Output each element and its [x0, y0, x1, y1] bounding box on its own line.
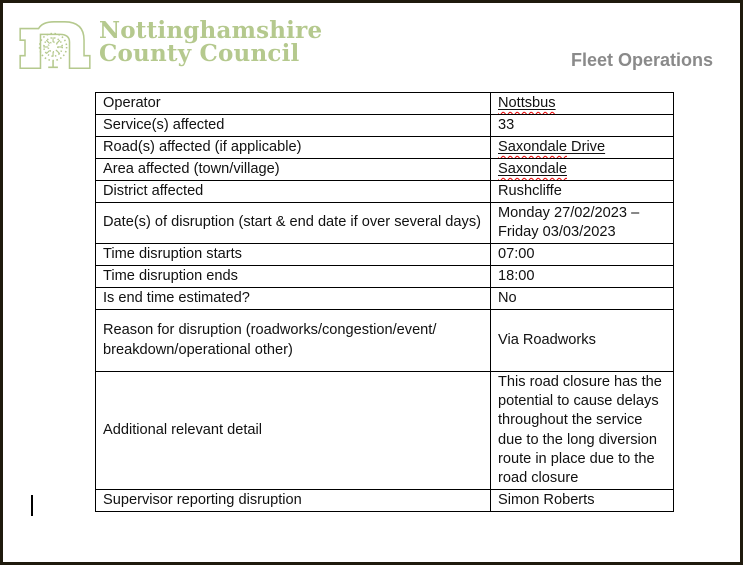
- row-label[interactable]: Time disruption starts: [96, 244, 491, 266]
- value-text: [498, 95, 556, 111]
- value-text: Via Roadworks: [498, 331, 596, 348]
- value-text: [498, 161, 567, 177]
- table-row: [96, 310, 674, 372]
- row-value[interactable]: [491, 181, 674, 203]
- row-label[interactable]: Service(s) affected: [96, 115, 491, 137]
- row-value[interactable]: [491, 203, 674, 244]
- row-label[interactable]: Is end time estimated?: [96, 288, 491, 310]
- table-row: [96, 181, 674, 203]
- misspelled-text: Saxondale: [498, 138, 567, 155]
- value-text: No: [498, 289, 517, 306]
- value-text: Rushcliffe: [498, 182, 562, 199]
- row-label[interactable]: Supervisor reporting disruption: [96, 490, 491, 512]
- council-name: [99, 19, 322, 65]
- table-row: [96, 159, 674, 181]
- value-text: Monday 27/02/2023 – Friday 03/03/2023: [498, 204, 640, 240]
- row-value[interactable]: [491, 137, 674, 159]
- row-label[interactable]: Reason for disruption (roadworks/congestion/event/ breakdown/operational other): [96, 310, 491, 372]
- table-row: [96, 137, 674, 159]
- table-row: [96, 372, 674, 490]
- disruption-table: [95, 92, 674, 512]
- table-row: [96, 490, 674, 512]
- row-label[interactable]: District affected: [96, 181, 491, 203]
- text-cursor: [31, 495, 33, 516]
- row-value[interactable]: [491, 244, 674, 266]
- value-text: This road closure has the potential to cause delays throughout the service due to the long diversion route in place due to the road closure: [498, 373, 662, 487]
- table-row: [96, 244, 674, 266]
- row-value[interactable]: [491, 93, 674, 115]
- row-value[interactable]: [491, 372, 674, 490]
- row-value[interactable]: [491, 159, 674, 181]
- table-row: [96, 266, 674, 288]
- row-label[interactable]: Operator: [96, 93, 491, 115]
- row-label[interactable]: Area affected (town/village): [96, 159, 491, 181]
- table-row: [96, 115, 674, 137]
- value-text: Simon Roberts: [498, 491, 595, 508]
- row-value[interactable]: [491, 310, 674, 372]
- row-label[interactable]: Time disruption ends: [96, 266, 491, 288]
- council-name-line2: County Council: [99, 40, 300, 67]
- row-label[interactable]: Date(s) of disruption (start & end date if over several days): [96, 203, 491, 244]
- table-row: [96, 93, 674, 115]
- row-label[interactable]: Additional relevant detail: [96, 372, 491, 490]
- row-value[interactable]: [491, 288, 674, 310]
- row-value[interactable]: [491, 266, 674, 288]
- misspelled-text: Nottsbus: [498, 94, 556, 111]
- value-text: 07:00: [498, 245, 535, 262]
- row-value[interactable]: [491, 115, 674, 137]
- council-name-line1: Nottinghamshire: [99, 17, 323, 44]
- table-row: [96, 203, 674, 244]
- value-text: [498, 139, 567, 155]
- row-label[interactable]: Road(s) affected (if applicable): [96, 137, 491, 159]
- council-logo-icon: [16, 16, 94, 76]
- value-text: 18:00: [498, 267, 535, 284]
- value-text: 33: [498, 116, 515, 133]
- misspelled-text: Saxondale: [498, 160, 567, 177]
- disruption-table-body: [96, 93, 674, 512]
- table-row: [96, 288, 674, 310]
- department-title: Fleet Operations: [570, 50, 713, 70]
- row-value[interactable]: [491, 490, 674, 512]
- value-text: Drive: [566, 138, 606, 155]
